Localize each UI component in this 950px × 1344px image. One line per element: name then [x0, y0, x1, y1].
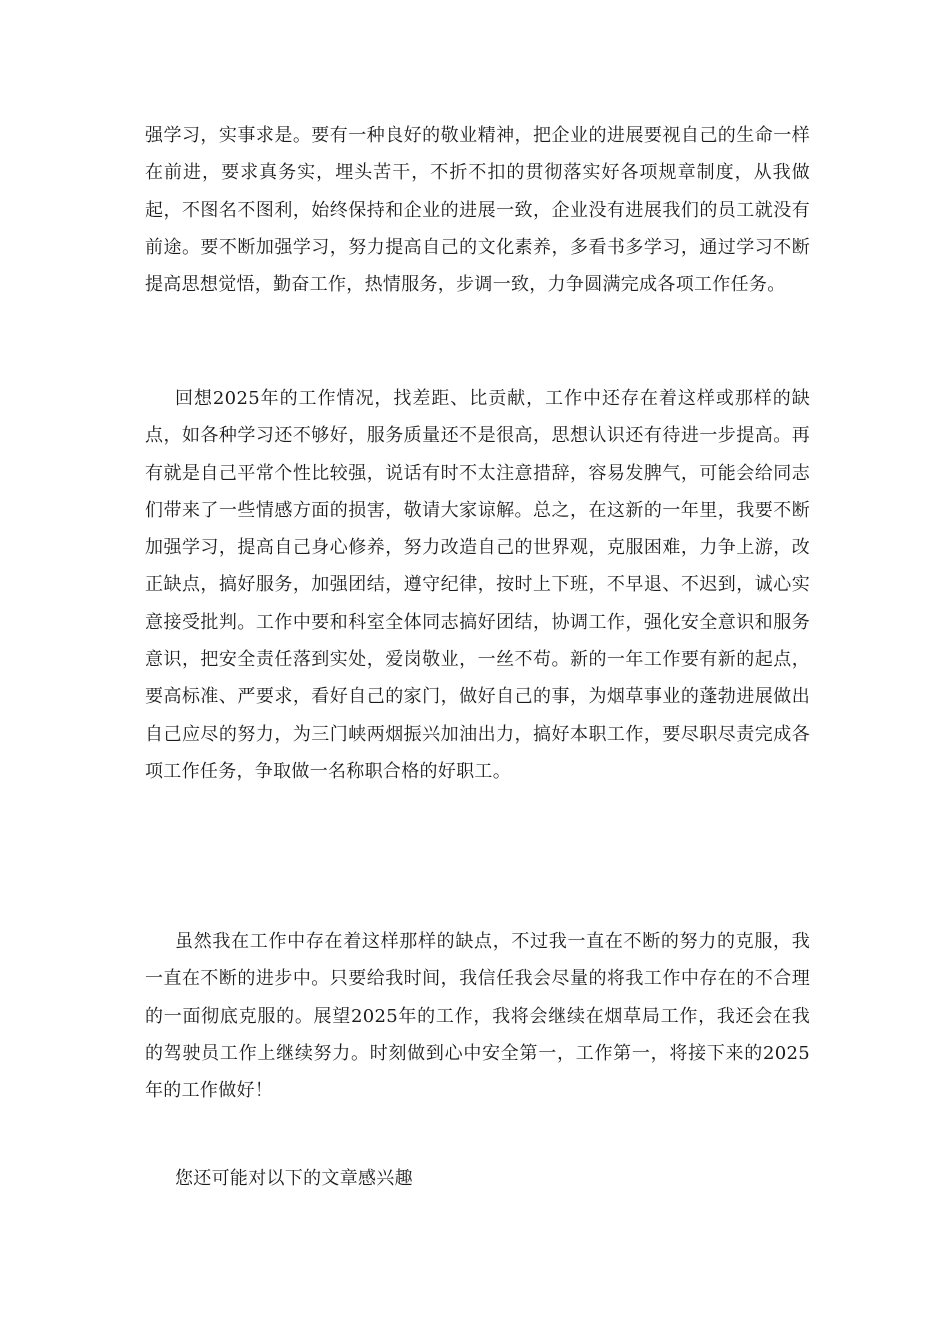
paragraph-continuation: 强学习，实事求是。要有一种良好的敬业精神，把企业的进展要视自己的生命一样在前进，要求真务实，埋头苦干，不折不扣的贯彻落实好各项规章制度，从我做起，不图名不图利，始终保持和企业的进展一致，企业没有进展我们的员工就没有前途。要不断加强学习，努力提高自己的文化素养，多看书多学习，通过学习不断提高思想觉悟，勤奋工作，热情服务，步调一致，力争圆满完成各项工作任务。	[145, 125, 810, 296]
related-articles-heading: 您还可能对以下的文章感兴趣	[175, 1168, 413, 1189]
paragraph-review: 回想2025年的工作情况，找差距、比贡献，工作中还存在着这样或那样的缺点，如各种学习还不够好，服务质量还不是很高，思想认识还有待进一步提高。再有就是自己平常个性比较强，说话有时不太注意措辞，容易发脾气，可能会给同志们带来了一些情感方面的损害，敬请大家谅解。总之，在这新的一年里，我要不断加强学习，提高自己身心修养，努力改造自己的世界观，克服困难，力争上游，改正缺点，搞好服务，加强团结，遵守纪律，按时上下班，不早退、不迟到，诚心实意接受批判。工作中要和科室全体同志搞好团结，协调工作，强化安全意识和服务意识，把安全责任落到实处，爱岗敬业，一丝不苟。新的一年工作要有新的起点，要高标准、严要求，看好自己的家门，做好自己的事，为烟草事业的蓬勃进展做出自己应尽的努力，为三门峡两烟振兴加油出力，搞好本职工作，要尽职尽责完成各项工作任务，争取做一名称职合格的好职工。	[145, 388, 810, 782]
paragraph-outlook: 虽然我在工作中存在着这样那样的缺点，不过我一直在不断的努力的克服，我一直在不断的进步中。只要给我时间，我信任我会尽量的将我工作中存在的不合理的一面彻底克服的。展望2025年的工作，我将会继续在烟草局工作，我还会在我的驾驶员工作上继续努力。时刻做到心中安全第一，工作第一，将接下来的2025年的工作做好！	[145, 931, 810, 1102]
